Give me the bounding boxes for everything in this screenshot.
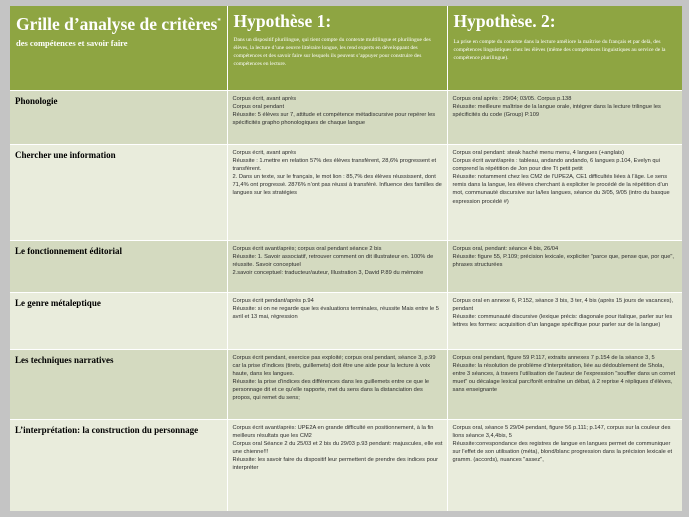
table-row bbox=[10, 91, 682, 145]
hypothesis-2-evidence: Corpus oral, séance 5 29/04 pendant, figure 56 p.111; p.147, corpus sur la couleur des lions séance 3,4,4bis, 5 Réussite:correspondance des registres de langue en langues permet de communiquer sur l’effet de son utilisation (méta), blond/blanc progression dans la précision lexicale et gramm. (accords), nuances "assez", bbox=[447, 420, 682, 512]
hypothesis-2-evidence: Corpus oral pendant: steak haché menu menu, 4 langues (+anglais) Corpus écrit avant/après : tableau, andando andando, 6 langues p.104, Evelyn qui comprend la répétition de Jon pour dire Tt petit petit Réussite: notamment chez les CM2 de l’UPE2A, CE1 difficultés liées à l’âge. Le sens remis dans la langue, les élèves cherchant à expliciter le procédé de la répétition d’un mot, communauté discursive sur la/les langues, séance du 3/05, 9/05 (intro du basque expression procédé #) bbox=[447, 145, 682, 241]
hypothesis-1-description: Dans un dispositif plurilingue, qui tient compte du contexte multilingue et plurilingue des élèves, la lecture d’une oeuvre littéraire longue, les rend experts en développant des compétences et des savoir faire sur lesquels ils peuvent s’appuyer pour construire des compétences en lecture. bbox=[233, 37, 431, 67]
hypothesis-1-evidence: Corpus écrit avant/après: UPE2A en grande difficulté en positionnement, à la fin meilleurs résultats que les CM2 Corpus oral Séance 2 du 25/03 et 2 bis du 29/03 p.93 pendant: majuscules, elle est une chienne!!! Réussite: les savoir faire du dispositif leur permettent de prendre des indices pour interpréter bbox=[227, 420, 447, 512]
hypothesis-1-evidence: Corpus écrit avant/après; corpus oral pendant séance 2 bis Réussite: 1. Savoir associatif, retrouver comment on dit illustrateur en. 100% de réussite. Savoir conceptuel 2.savoir conceptuel: traducteur/auteur, Illustration 3, David P.89 du mémoire bbox=[227, 241, 447, 293]
criterion-phonologie: Phonologie bbox=[10, 91, 227, 145]
grid-subtitle: des compétences et savoir faire bbox=[16, 37, 128, 48]
table-row bbox=[10, 241, 682, 293]
grid-title: Grille d’analyse de critères* bbox=[16, 13, 221, 34]
criterion-genre-metaleptique: Le genre métaleptique bbox=[10, 293, 227, 350]
hypothesis-2-evidence: Corpus oral en annexe 6, P.152, séance 3 bis, 3 ter, 4 bis (après 15 jours de vacances), pendant Réussite: communauté discursive (lexique précis: diagonale pour italique, parler sur les lettres les formes: acquisition d’un langage spécifique pour parler sur de la langue) bbox=[447, 293, 682, 350]
criteria-table bbox=[10, 6, 682, 511]
table-header-row bbox=[10, 6, 682, 91]
hypothesis-2-evidence: Corpus oral, pendant: séance 4 bis, 26/04 Réussite: figure 55, P.109; précision lexicale, expliciter "parce que, pense que, por que", phrases structurées bbox=[447, 241, 682, 293]
hypothesis-2-title: Hypothèse. 2: bbox=[453, 11, 556, 31]
title-footnote-mark: * bbox=[217, 17, 221, 25]
hypothesis-1-evidence: Corpus écrit pendant, exercice pas exploité; corpus oral pendant, séance 3, p.99 car la prise d’indices (tirets, guillemets) doit être une aide pour la lecture à voix haute, dans les langues. Réussite: la prise d’indices des différences dans les guillemets entre ce que le personnage dit et ce qu’elle rapporte, met du sens dans la distanciation des propos, qui remet du sens; bbox=[227, 350, 447, 420]
hypothesis-1-evidence: Corpus écrit, avant après Réussite : 1.mettre en relation 57% des élèves transfèrent, 28,6% progressent et transfèrent. 2. Dans un texte, sur le français, le mot lion : 85,7% des élèves réussissent, dont 71,4% ont progressé. 2876% n’ont pas réussi à transféré. Influence des familles de langues sur les stratégies bbox=[227, 145, 447, 241]
hypothesis-1-title: Hypothèse 1: bbox=[233, 11, 332, 31]
hypothesis-2-evidence: Corpus oral pendant, figure 59 P.117, extraits annexes 7 p.154 de la séance 3, 5 Réussite: la résolution de problème d’interprétation, liée au dédoublement de Shola, entre 3 séances, à travers l’utilisation de l’auteur de l’expression "souffler dans un cornet muet" ou décalage lexical parc/forêt entraîne un débat, à 2 reprise 4 répliques d’élèves, sans enseignante bbox=[447, 350, 682, 420]
criterion-chercher-information: Chercher une information bbox=[10, 145, 227, 241]
criterion-techniques-narratives: Les techniques narratives bbox=[10, 350, 227, 420]
criterion-interpretation-personnage: L’interprétation: la construction du personnage bbox=[10, 420, 227, 512]
hypothesis-1-evidence: Corpus écrit, avant après Corpus oral pendant Réussite: 5 élèves sur 7, attitude et compétence métadiscursive pour repérer les spécificités grapho phonologiques de chaque langue bbox=[227, 91, 447, 145]
table-row bbox=[10, 420, 682, 512]
hypothesis-2-evidence: Corpus oral après : 29/04; 03/05. Corpus p.138 Réussite: meilleure maîtrise de la langue orale, intégrer dans la lecture trilingue les spécificités du code (Group) P.109 bbox=[447, 91, 682, 145]
header-criteria-cell bbox=[10, 6, 227, 91]
hypothesis-1-evidence: Corpus écrit pendant/après p.94 Réussite: si on ne regarde que les évaluations terminales, réussite Mais entre le 5 avril et 13 mai, régression bbox=[227, 293, 447, 350]
criterion-fonctionnement-editorial: Le fonctionnement éditorial bbox=[10, 241, 227, 293]
table-row bbox=[10, 350, 682, 420]
header-hypothesis-1-cell bbox=[227, 6, 447, 91]
analysis-grid-slide bbox=[10, 6, 682, 511]
table-row bbox=[10, 145, 682, 241]
hypothesis-2-description: La prise en compte du contexte dans la lecture améliore la maîtrise du français et par delà, des compétences linguistiques chez les élèves (même des compétences linguistiques au service de la compétence plurilingue). bbox=[453, 39, 666, 61]
header-hypothesis-2-cell bbox=[447, 6, 682, 91]
table-row bbox=[10, 293, 682, 350]
